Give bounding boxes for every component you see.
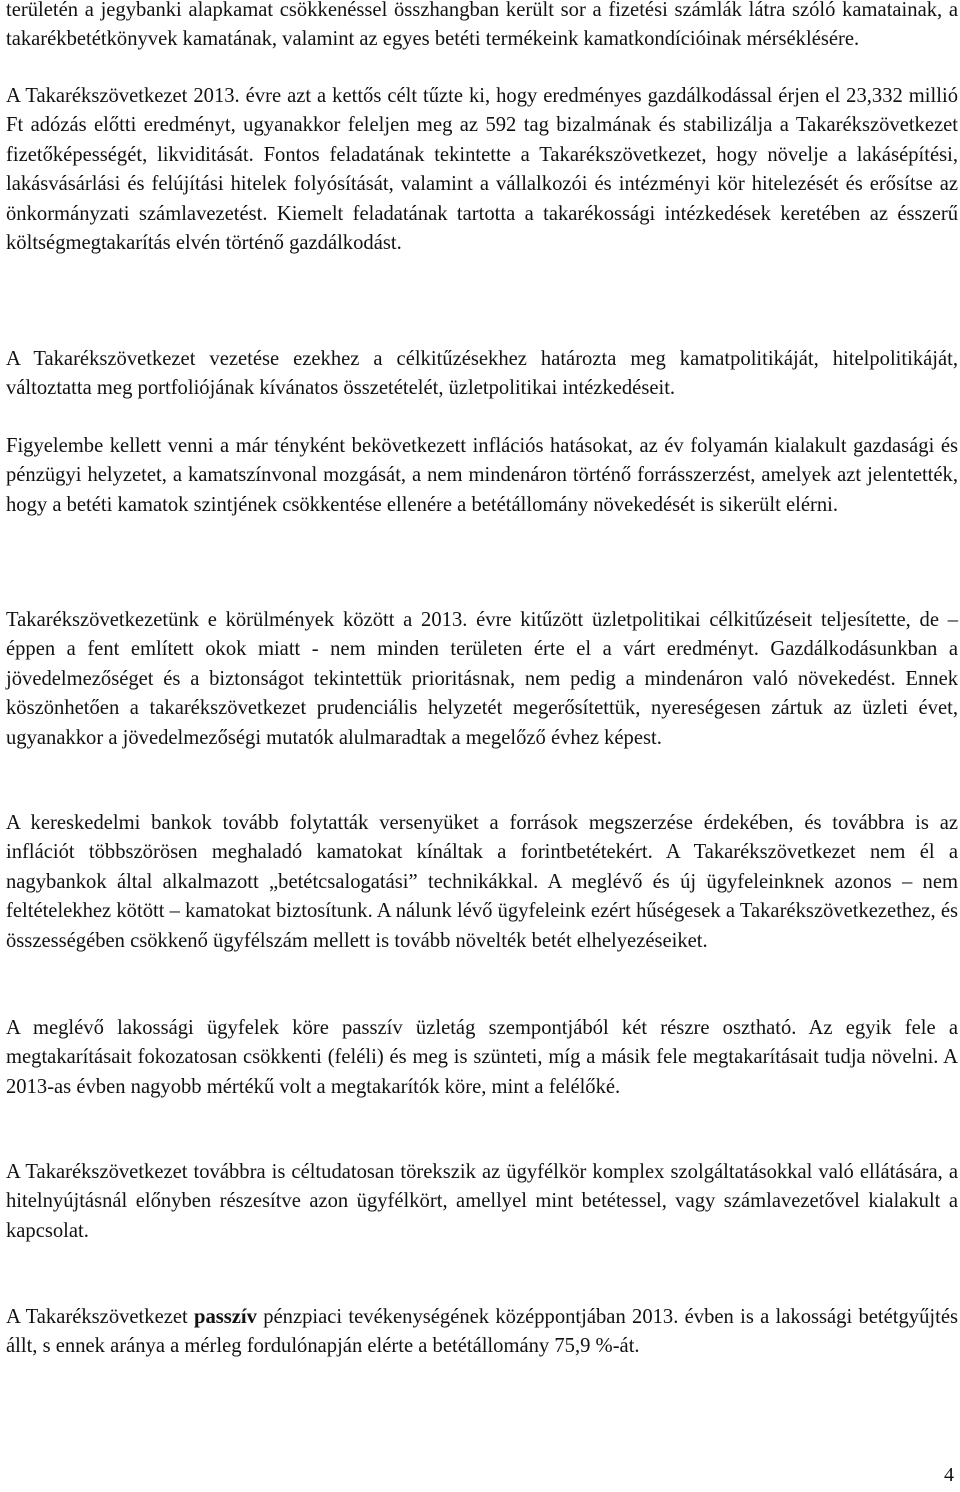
paragraph-passive-text-start: A Takarékszövetkezet [6,1306,194,1328]
paragraph-complex-services: A Takarékszövetkezet továbbra is céltudatosan törekszik az ügyfélkör komplex szolgáltatásokkal való ellátására, a hitelnyújtásnál előnyben részesítve azon ügyfélkört, amellyel mint betétessel, vagy számlavezetővel kialakult a kapcsolat. [6,1161,958,1242]
paragraph-retail-clients: A meglévő lakossági ügyfelek köre passzív üzletág szempontjából két részre osztható. Az egyik fele a megtakarításait fokozatosan csökkenti (feléli) és meg is szünteti, míg a másik fele megtakarításait tudja növelni. A 2013-as évben nagyobb mértékű volt a megtakarítók köre, mint a felélőké. [6,1017,958,1098]
paragraph-management-policy: A Takarékszövetkezet vezetése ezekhez a célkitűzésekhez határozta meg kamatpolitikáját, hitelpolitikáját, változtatta meg portfoliójának kívánatos összetételét, üzletpolitikai intézkedéseit. [6,348,958,400]
paragraph-inflation-effects: Figyelembe kellett venni a már tényként bekövetkezett inflációs hatásokat, az év folyamán kialakult gazdasági és pénzügyi helyzetet, a kamatszínvonal mozgását, a nem mindenáron történő forrásszerzést, amelyek azt jelentették, hogy a betéti kamatok szintjének csökkentése ellenére a betétállomány növekedését is sikerült elérni. [6,435,958,516]
paragraph-business-results: Takarékszövetkezetünk e körülmények között a 2013. évre kitűzött üzletpolitikai célkitűzéseit teljesítette, de – éppen a fent említett okok miatt - nem minden területen érte el a várt eredményt. Gazdálkodásunkban a jövedelmezőséget és a biztonságot tekintettük prioritásnak, nem pedig a mindenáron való növekedést. Ennek köszönhetően a takarékszövetkezet prudenciális helyzetét megerősítettük, nyereségesen zártuk az üzleti évet, ugyanakkor a jövedelmezőségi mutatók alulmaradtak a megelőző évhez képest. [6,609,958,749]
paragraph-passive-activity [6,1303,958,1362]
paragraph-2013-goals: A Takarékszövetkezet 2013. évre azt a kettős célt tűzte ki, hogy eredményes gazdálkodással érjen el 23,332 millió Ft adózás előtti eredményt, ugyanakkor feleljen meg az 592 tag bizalmának és stabilizálja a Takarékszövetkezet fizetőképességét, likviditását. Fontos feladatának tekintette a Takarékszövetkezet, hogy növelje a lakásépítési, lakásvásárlási és felújítási hitelek folyósítását, valamint a vállalkozói és intézményi kör hitelezését és erősítse az önkormányzati számlavezetést. Kiemelt feladatának tartotta a takarékossági intézkedések keretében az ésszerű költségmegtakarítás elvén történő gazdálkodást. [6,85,958,255]
paragraph-passive-text-end: pénzpiaci tevékenységének középpontjában 2013. évben is a lakossági betétgyűjtés állt, s ennek aránya a mérleg fordulónapján elérte a betétállomány 75,9 %-át. [6,1306,958,1358]
paragraph-commercial-banks: A kereskedelmi bankok tovább folytatták versenyüket a források megszerzése érdekében, és továbbra is az inflációt többszörösen meghaladó kamatokat kínáltak a forintbetétekért. A Takarékszövetkezet nem él a nagybankok által alkalmazott „betétcsalogatási” technikákkal. A meglévő és új ügyfeleinknek azonos – nem feltételekhez kötött – kamatokat biztosítunk. A nálunk lévő ügyfeleink ezért hűségesek a Takarékszövetkezethez, és összességében csökkenő ügyfélszám mellett is tovább növelték betét elhelyezéseiket. [6,812,958,952]
page-number: 4 [944,1464,954,1486]
paragraph-interest-rates: területén a jegybanki alapkamat csökkenéssel összhangban került sor a fizetési számlák látra szóló kamatainak, a takarékbetétkönyvek kamatának, valamint az egyes betéti termékeink kamatkondícióinak mérséklésére. [6,0,958,51]
passive-bold-word: passzív [194,1306,257,1328]
